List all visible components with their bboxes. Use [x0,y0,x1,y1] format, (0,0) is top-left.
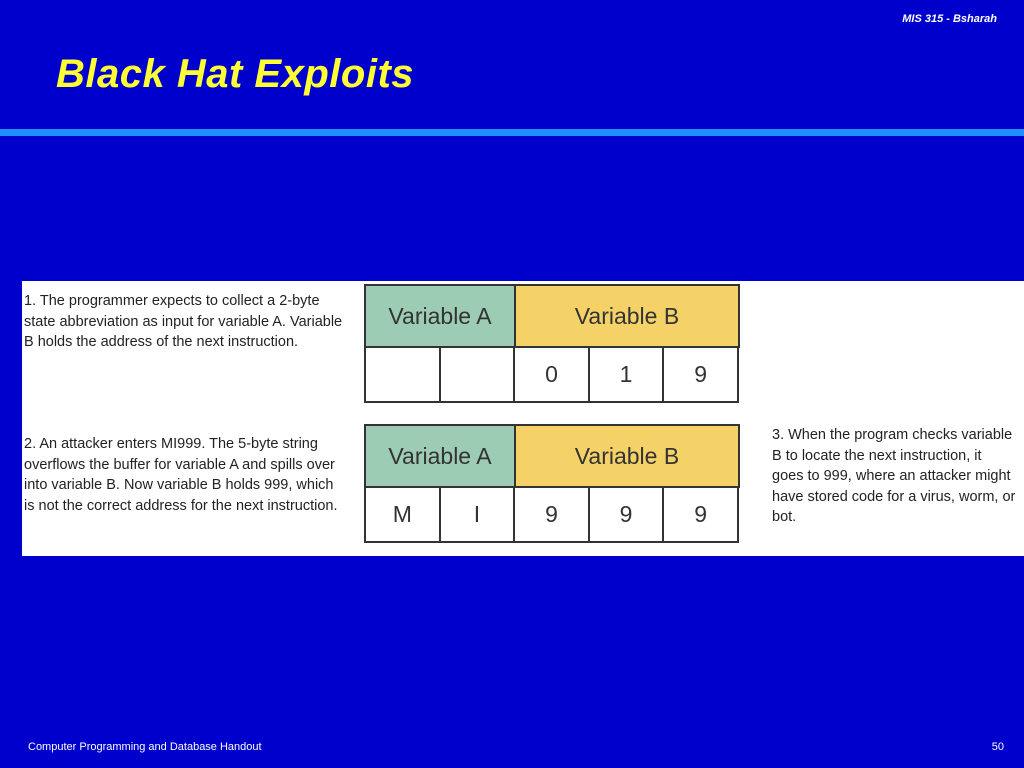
memory-cell: 0 [513,346,590,403]
title-divider [0,129,1024,136]
variable-a-header: Variable A [364,284,516,348]
caption-step-3: 3. When the program checks variable B to locate the next instruction, it goes to 999, where an attacker might have stored code for a virus, worm, or bot. [772,427,1016,525]
variable-b-header: Variable B [514,424,740,488]
memory-cell: M [364,486,441,543]
memory-cell: 9 [662,346,739,403]
variable-b-header: Variable B [514,284,740,348]
memory-cell [364,346,441,403]
memory-diagram-expected [364,284,742,403]
memory-cell: 1 [588,346,665,403]
course-label: MIS 315 - Bsharah [902,13,997,25]
memory-cell: 9 [588,486,665,543]
caption-step-1: 1. The programmer expects to collect a 2-byte state abbreviation as input for variable A. Variable B holds the address of the next instruction. [24,293,343,350]
slide-title: Black Hat Exploits [56,52,415,96]
variable-a-header: Variable A [364,424,516,488]
buffer-overflow-figure [22,281,1024,556]
caption-step-2: 2. An attacker enters MI999. The 5-byte string overflows the buffer for variable A and spills over into variable B. Now variable B holds 999, which is not the correct address for the next instruction. [24,436,338,514]
memory-cell: 9 [662,486,739,543]
memory-cell [439,346,516,403]
page-number: 50 [991,741,1004,753]
memory-cell: I [439,486,516,543]
memory-cell: 9 [513,486,590,543]
footer-text: Computer Programming and Database Handout [28,741,262,753]
memory-diagram-overflow [364,424,742,543]
